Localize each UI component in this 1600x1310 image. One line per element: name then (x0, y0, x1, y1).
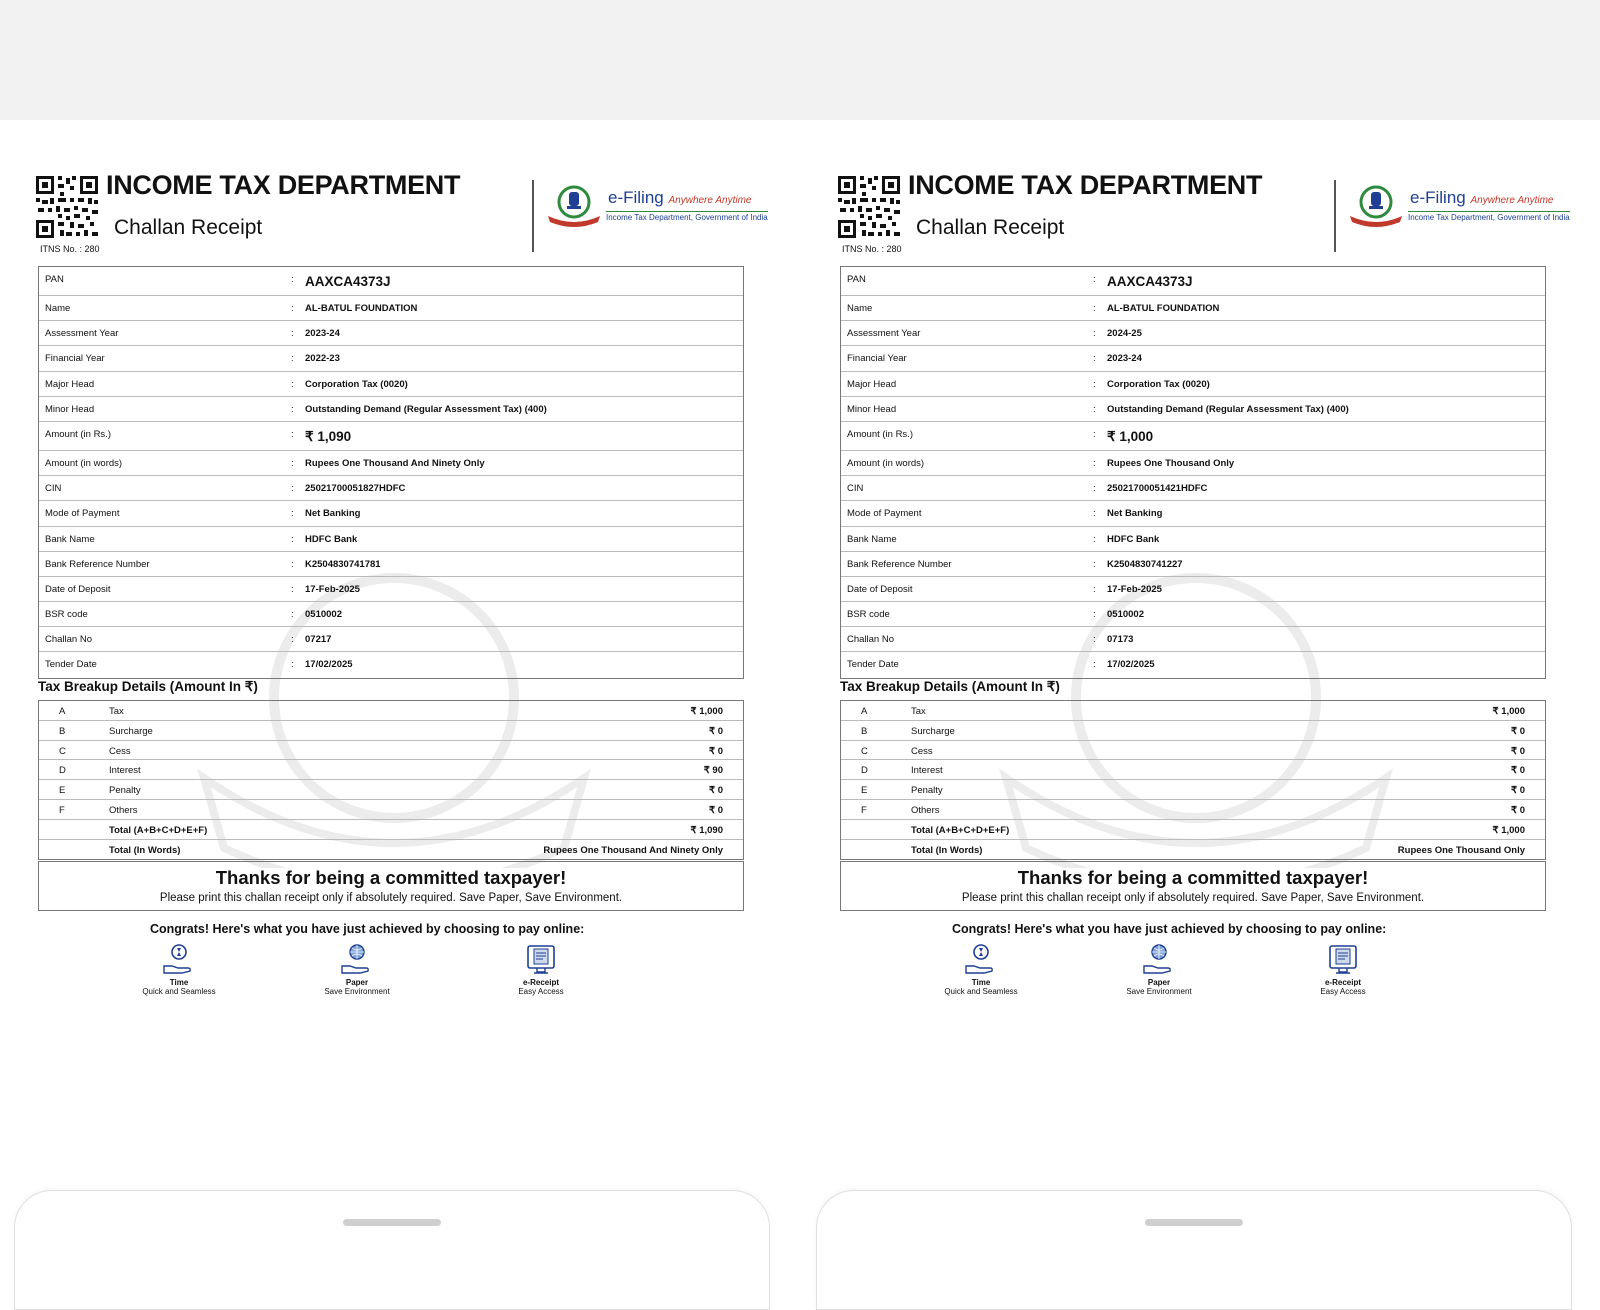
detail-value: AAXCA4373J (1107, 274, 1193, 289)
detail-label: Bank Name (45, 533, 95, 545)
breakup-code: B (861, 725, 868, 737)
detail-value: HDFC Bank (1107, 533, 1160, 545)
detail-value: 17/02/2025 (1107, 659, 1155, 671)
detail-value: ₹ 1,090 (305, 428, 352, 444)
thanks-note: Please print this challan receipt only if absolutely required. Save Paper, Save Environment. (159, 892, 623, 904)
detail-label: Date of Deposit (45, 583, 111, 595)
detail-colon: : (291, 328, 294, 340)
detail-colon: : (291, 609, 294, 621)
detail-label: CIN (847, 483, 864, 495)
benefit-paper: Paper Save Environment (302, 944, 412, 996)
detail-value: 0510002 (1107, 609, 1144, 621)
detail-row-assessment-year (39, 321, 743, 346)
breakup-label: Tax (911, 706, 926, 717)
detail-row-amount (841, 422, 1545, 451)
detail-value: 25021700051421HDFC (1107, 483, 1208, 495)
receipt-subtitle: Challan Receipt (916, 216, 1065, 239)
breakup-label: Interest (109, 765, 141, 777)
breakup-row (841, 741, 1545, 761)
national-emblem-icon (1348, 184, 1404, 228)
detail-colon: : (291, 508, 294, 520)
globe-hand-icon (339, 944, 375, 976)
breakup-row (39, 760, 743, 780)
detail-label: Mode of Payment (45, 508, 120, 520)
detail-value: 17-Feb-2025 (1107, 583, 1162, 595)
breakup-amount: ₹ 1,090 (690, 824, 723, 836)
detail-row-deposit-date (39, 577, 743, 602)
bottom-sheet-left[interactable] (14, 1190, 770, 1310)
detail-row-bank-ref (841, 552, 1545, 577)
detail-colon: : (291, 378, 294, 390)
detail-row-bsr (841, 602, 1545, 627)
thanks-box (38, 861, 744, 911)
detail-label: Financial Year (847, 353, 907, 365)
thanks-box (840, 861, 1546, 911)
efiling-brand: e-Filing Anywhere Anytime (608, 188, 752, 207)
benefit-time: Time Quick and Seamless (926, 944, 1036, 996)
detail-label: Amount (in Rs.) (45, 428, 111, 440)
detail-label: Amount (in words) (847, 457, 925, 469)
detail-value: Rupees One Thousand Only (1107, 457, 1235, 469)
detail-colon: : (291, 303, 294, 314)
breakup-amount: ₹ 0 (1511, 765, 1525, 777)
detail-label: CIN (45, 483, 62, 495)
detail-value: 17-Feb-2025 (305, 583, 360, 595)
efiling-logo (1348, 184, 1570, 232)
detail-colon: : (291, 558, 294, 570)
breakup-code: E (59, 785, 66, 797)
detail-label: Tender Date (847, 659, 899, 671)
breakup-amount: Rupees One Thousand Only (1397, 844, 1525, 856)
breakup-row (39, 780, 743, 800)
detail-colon: : (1093, 558, 1096, 570)
detail-colon: : (1093, 353, 1096, 365)
detail-value: 17/02/2025 (305, 659, 353, 671)
breakup-row (39, 741, 743, 761)
detail-label: Assessment Year (847, 328, 921, 340)
breakup-row (841, 760, 1545, 780)
breakup-row (39, 800, 743, 820)
detail-value: Corporation Tax (0020) (305, 378, 408, 390)
detail-colon: : (291, 659, 294, 671)
detail-label: Date of Deposit (847, 583, 913, 595)
detail-label: Name (847, 303, 873, 314)
detail-colon: : (1093, 483, 1096, 495)
breakup-total-row (39, 820, 743, 840)
detail-colon: : (1093, 508, 1096, 520)
qr-code-icon (34, 174, 100, 240)
detail-value: HDFC Bank (305, 533, 358, 545)
detail-colon: : (1093, 274, 1096, 285)
detail-row-assessment-year (841, 321, 1545, 346)
detail-colon: : (1093, 609, 1096, 621)
detail-label: PAN (45, 274, 64, 285)
breakup-total-row (841, 820, 1545, 840)
challan-details-table (840, 266, 1546, 679)
itns-number: ITNS No. : 280 (40, 244, 100, 254)
detail-label: Amount (in words) (45, 457, 123, 469)
detail-value: 2024-25 (1107, 328, 1142, 340)
detail-row-challan-no (39, 627, 743, 652)
challan-details-table (38, 266, 744, 679)
qr-code-icon (836, 174, 902, 240)
detail-row-major-head (841, 372, 1545, 397)
breakup-code: A (861, 706, 868, 717)
breakup-row (39, 701, 743, 721)
breakup-label: Total (A+B+C+D+E+F) (911, 824, 1010, 836)
breakup-code: D (861, 765, 868, 777)
detail-colon: : (1093, 533, 1096, 545)
detail-label: Major Head (45, 378, 95, 390)
department-title: INCOME TAX DEPARTMENT (908, 170, 1263, 200)
breakup-label: Cess (109, 745, 131, 757)
detail-value: 2022-23 (305, 353, 340, 365)
detail-row-financial-year (39, 346, 743, 371)
tax-breakup-table (38, 700, 744, 860)
detail-colon: : (291, 634, 294, 646)
breakup-row (841, 780, 1545, 800)
detail-row-deposit-date (841, 577, 1545, 602)
breakup-label: Penalty (911, 785, 943, 797)
breakup-code: D (59, 765, 66, 777)
detail-row-mode (841, 501, 1545, 526)
receipt-subtitle: Challan Receipt (114, 216, 263, 239)
breakup-label: Others (109, 804, 138, 816)
detail-value: ₹ 1,000 (1107, 428, 1154, 444)
efiling-brand: e-Filing Anywhere Anytime (1410, 188, 1554, 207)
challan-receipt-2[interactable]: INCOME TAX DEPARTMENT Challan Receipt ITNS No. : 280 e-Filing Anywhere Anytime Income Tax Department, Government of India PAN : AAXCA4373J Name : AL-BATUL FOUNDATION Assessment Year : 2024-25 Financial Year : 2023-24 Major Head : Corporation Tax (0020) Minor Head : Outstanding Demand (Regular Assessment Tax) (400) Amount (in Rs.) : ₹ 1,000 Amount (in words) : Rupees One Thousand Only CIN : 25021700051421HDFC Mode of Payment : Net Banking Bank Name : HDFC Bank Bank Reference Number : K2504830741227 Date of Deposit : 17-Feb-2025 BSR code : 0510002 Challan No : 07173 Tender Date : 17/02/2025 Tax Breakup Details (Amount In ₹) A Tax ₹ 1,000 B Surcharge ₹ 0 C Cess ₹ 0 D Interest ₹ 0 E Penalty ₹ 0 F Others ₹ 0 Total (A+B+C+D+E+F) ₹ 1,000 Total (In Words) Rupees One Thousand Only Thanks for being a committed taxpayer! Please print this challan receipt only if absolutely required. Save Paper, Save Environment. Congrats! Here's what you have just achieved by choosing to pay online: Time Quick and Seamless Paper Save Environment e-Receipt Easy Access (836, 168, 1558, 1028)
detail-value: 25021700051827HDFC (305, 483, 406, 495)
detail-row-tender-date (841, 652, 1545, 677)
benefit-ereceipt: e-Receipt Easy Access (486, 944, 596, 996)
benefit-ereceipt: e-Receipt Easy Access (1288, 944, 1398, 996)
efiling-department: Income Tax Department, Government of India (606, 213, 768, 222)
detail-row-amount-words (841, 451, 1545, 476)
breakup-amount: ₹ 90 (703, 765, 723, 777)
detail-row-bank (841, 527, 1545, 552)
breakup-code: E (861, 785, 868, 797)
detail-label: Financial Year (45, 353, 105, 365)
breakup-amount: ₹ 0 (1511, 785, 1525, 797)
detail-value: Outstanding Demand (Regular Assessment Tax) (400) (305, 403, 547, 415)
breakup-code: F (861, 804, 867, 816)
detail-label: Minor Head (45, 403, 95, 415)
itns-number: ITNS No. : 280 (842, 244, 902, 254)
breakup-code: F (59, 804, 65, 816)
breakup-amount: ₹ 1,000 (1492, 706, 1525, 717)
breakup-amount: ₹ 1,000 (690, 706, 723, 717)
breakup-amount: ₹ 0 (709, 804, 723, 816)
breakup-code: B (59, 725, 66, 737)
time-hand-icon (963, 944, 999, 976)
tax-breakup-title: Tax Breakup Details (Amount In ₹) (38, 679, 258, 694)
detail-colon: : (1093, 328, 1096, 340)
detail-colon: : (291, 457, 294, 469)
detail-row-name (39, 296, 743, 321)
detail-value: 0510002 (305, 609, 342, 621)
detail-label: Name (45, 303, 71, 314)
breakup-label: Surcharge (911, 725, 955, 737)
breakup-amount: ₹ 0 (709, 745, 723, 757)
detail-row-minor-head (39, 397, 743, 422)
detail-colon: : (1093, 303, 1096, 314)
ereceipt-monitor-icon (523, 944, 559, 976)
time-hand-icon (161, 944, 197, 976)
breakup-amount: ₹ 0 (1511, 725, 1525, 737)
breakup-label: Total (A+B+C+D+E+F) (109, 824, 208, 836)
detail-label: Minor Head (847, 403, 897, 415)
detail-colon: : (291, 353, 294, 365)
breakup-total-words-row (39, 840, 743, 860)
breakup-amount: ₹ 0 (709, 785, 723, 797)
detail-label: BSR code (45, 609, 88, 621)
detail-row-challan-no (841, 627, 1545, 652)
detail-value: Net Banking (1107, 508, 1163, 520)
detail-row-amount (39, 422, 743, 451)
breakup-label: Total (In Words) (109, 844, 181, 856)
breakup-label: Interest (911, 765, 943, 777)
header-divider (532, 180, 534, 252)
ereceipt-monitor-icon (1325, 944, 1361, 976)
breakup-total-words-row (841, 840, 1545, 860)
detail-label: Bank Reference Number (45, 558, 150, 570)
detail-colon: : (291, 403, 294, 415)
detail-label: PAN (847, 274, 866, 285)
detail-colon: : (291, 583, 294, 595)
tax-breakup-table (840, 700, 1546, 860)
detail-colon: : (1093, 428, 1096, 440)
detail-row-tender-date (39, 652, 743, 677)
detail-value: 07173 (1107, 634, 1134, 646)
breakup-row (39, 721, 743, 741)
detail-value: Outstanding Demand (Regular Assessment Tax) (400) (1107, 403, 1349, 415)
breakup-label: Penalty (109, 785, 141, 797)
challan-receipt-1[interactable]: INCOME TAX DEPARTMENT Challan Receipt ITNS No. : 280 e-Filing Anywhere Anytime Income Tax Department, Government of India PAN : AAXCA4373J Name : AL-BATUL FOUNDATION Assessment Year : 2023-24 Financial Year : 2022-23 Major Head : Corporation Tax (0020) Minor Head : Outstanding Demand (Regular Assessment Tax) (400) Amount (in Rs.) : ₹ 1,090 Amount (in words) : Rupees One Thousand And Ninety Only CIN : 25021700051827HDFC Mode of Payment : Net Banking Bank Name : HDFC Bank Bank Reference Number : K2504830741781 Date of Deposit : 17-Feb-2025 BSR code : 0510002 Challan No : 07217 Tender Date : 17/02/2025 Tax Breakup Details (Amount In ₹) A Tax ₹ 1,000 B Surcharge ₹ 0 C Cess ₹ 0 D Interest ₹ 90 E Penalty ₹ 0 F Others ₹ 0 Total (A+B+C+D+E+F) ₹ 1,090 Total (In Words) Rupees One Thousand And Ninety Only Thanks for being a committed taxpayer! Please print this challan receipt only if absolutely required. Save Paper, Save Environment. Congrats! Here's what you have just achieved by choosing to pay online: Time Quick and Seamless Paper Save Environment e-Receipt Easy Access (34, 168, 756, 1028)
detail-label: Bank Name (847, 533, 897, 545)
detail-colon: : (291, 428, 294, 440)
breakup-label: Total (In Words) (911, 844, 983, 856)
thanks-note: Please print this challan receipt only if absolutely required. Save Paper, Save Environment. (961, 892, 1425, 904)
detail-colon: : (1093, 457, 1096, 469)
detail-colon: : (1093, 403, 1096, 415)
breakup-label: Surcharge (109, 725, 153, 737)
detail-row-financial-year (841, 346, 1545, 371)
detail-label: Assessment Year (45, 328, 119, 340)
drag-handle[interactable] (1145, 1219, 1243, 1226)
detail-row-pan (841, 267, 1545, 296)
detail-colon: : (1093, 634, 1096, 646)
detail-label: Challan No (45, 634, 92, 646)
detail-row-bank (39, 527, 743, 552)
breakup-amount: Rupees One Thousand And Ninety Only (543, 844, 723, 856)
drag-handle[interactable] (343, 1219, 441, 1226)
detail-label: Mode of Payment (847, 508, 922, 520)
detail-value: AAXCA4373J (305, 274, 391, 289)
department-title: INCOME TAX DEPARTMENT (106, 170, 461, 200)
top-bar (0, 0, 1600, 120)
detail-value: Rupees One Thousand And Ninety Only (305, 457, 485, 469)
detail-label: Bank Reference Number (847, 558, 952, 570)
detail-value: AL-BATUL FOUNDATION (1107, 303, 1220, 314)
detail-row-pan (39, 267, 743, 296)
header-divider (1334, 180, 1336, 252)
detail-label: Challan No (847, 634, 894, 646)
efiling-department: Income Tax Department, Government of India (1408, 213, 1570, 222)
breakup-row (841, 800, 1545, 820)
detail-value: K2504830741781 (305, 558, 381, 570)
detail-value: Corporation Tax (0020) (1107, 378, 1210, 390)
detail-value: K2504830741227 (1107, 558, 1183, 570)
breakup-label: Tax (109, 706, 124, 717)
breakup-code: C (861, 745, 868, 757)
globe-hand-icon (1141, 944, 1177, 976)
detail-row-bank-ref (39, 552, 743, 577)
breakup-amount: ₹ 0 (709, 725, 723, 737)
benefit-time: Time Quick and Seamless (124, 944, 234, 996)
breakup-row (841, 721, 1545, 741)
detail-value: AL-BATUL FOUNDATION (305, 303, 418, 314)
detail-label: BSR code (847, 609, 890, 621)
detail-colon: : (1093, 583, 1096, 595)
detail-row-name (841, 296, 1545, 321)
detail-label: Amount (in Rs.) (847, 428, 913, 440)
detail-row-bsr (39, 602, 743, 627)
detail-value: 2023-24 (305, 328, 340, 340)
detail-value: Net Banking (305, 508, 361, 520)
bottom-sheet-right[interactable] (816, 1190, 1572, 1310)
detail-label: Major Head (847, 378, 897, 390)
breakup-amount: ₹ 0 (1511, 804, 1525, 816)
breakup-code: C (59, 745, 66, 757)
breakup-amount: ₹ 1,000 (1492, 824, 1525, 836)
thanks-title: Thanks for being a committed taxpayer! (1017, 867, 1369, 888)
detail-colon: : (291, 483, 294, 495)
detail-row-amount-words (39, 451, 743, 476)
tax-breakup-title: Tax Breakup Details (Amount In ₹) (840, 679, 1060, 694)
benefit-paper: Paper Save Environment (1104, 944, 1214, 996)
national-emblem-icon (546, 184, 602, 228)
detail-colon: : (291, 533, 294, 545)
detail-row-mode (39, 501, 743, 526)
breakup-amount: ₹ 0 (1511, 745, 1525, 757)
detail-colon: : (291, 274, 294, 285)
detail-label: Tender Date (45, 659, 97, 671)
detail-row-cin (39, 476, 743, 501)
detail-value: 07217 (305, 634, 332, 646)
detail-row-cin (841, 476, 1545, 501)
detail-row-major-head (39, 372, 743, 397)
breakup-label: Cess (911, 745, 933, 757)
breakup-code: A (59, 706, 66, 717)
detail-colon: : (1093, 659, 1096, 671)
thanks-title: Thanks for being a committed taxpayer! (215, 867, 567, 888)
breakup-row (841, 701, 1545, 721)
breakup-label: Others (911, 804, 940, 816)
detail-row-minor-head (841, 397, 1545, 422)
detail-colon: : (1093, 378, 1096, 390)
detail-value: 2023-24 (1107, 353, 1142, 365)
efiling-logo (546, 184, 768, 232)
